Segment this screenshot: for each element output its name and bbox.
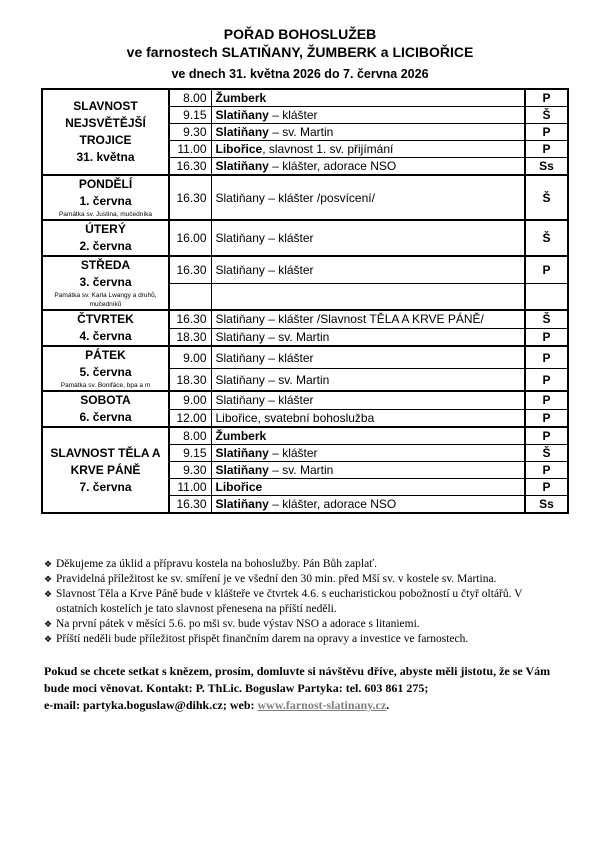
schedule-table (41, 88, 569, 514)
place-name: Slatiňany (215, 159, 269, 173)
day-note: Památka sv. Karla Lwangy a druhů, mučedníků (54, 292, 157, 308)
time-cell: 16.00 (169, 220, 211, 256)
time-cell: 9.15 (169, 107, 211, 124)
time-cell: 16.30 (169, 158, 211, 176)
page-subtitle: ve farnostech SLATIŇANY, ŽUMBERK a LICIBOŘICE (126, 44, 474, 60)
contact-block (44, 663, 574, 714)
service-cell (211, 124, 525, 141)
time-cell: 16.30 (169, 256, 211, 283)
email-link[interactable]: partyka.boguslaw@dihk.cz (82, 698, 223, 712)
day-date: 3. června (79, 275, 132, 289)
time-cell: 18.30 (169, 328, 211, 346)
day-name: PÁTEK (85, 348, 126, 362)
schedule-row (42, 256, 568, 283)
schedule-row (42, 89, 568, 107)
day-name: SOBOTA (80, 393, 131, 407)
day-name: PONDĚLÍ (78, 177, 133, 191)
schedule-row (42, 427, 568, 445)
day-cell (42, 175, 169, 220)
day-name: SLAVNOST TĚLA A KRVE PÁNĚ (50, 445, 161, 477)
language-code: P (525, 391, 568, 409)
place-name: Libořice (215, 480, 263, 494)
language-code: P (525, 328, 568, 346)
language-code: Š (525, 107, 568, 124)
language-code: P (525, 256, 568, 283)
service-desc: – klášter (268, 108, 318, 122)
day-name: ÚTERÝ (85, 222, 126, 236)
language-code: Š (525, 175, 568, 220)
notes-list (44, 557, 564, 647)
time-cell: 8.00 (169, 427, 211, 445)
day-date: 2. června (79, 239, 132, 253)
time-cell (169, 283, 211, 310)
service-desc: Slatiňany – klášter /posvícení/ (215, 190, 375, 205)
service-cell (211, 479, 525, 496)
day-date: 5. června (79, 365, 132, 379)
service-cell (211, 409, 525, 427)
service-cell (211, 141, 525, 158)
service-cell (211, 256, 525, 283)
email-label: e-mail: (44, 698, 80, 712)
language-code (525, 283, 568, 310)
language-code: P (525, 141, 568, 158)
service-desc: Slatiňany – klášter (215, 393, 314, 408)
service-desc: – sv. Martin (268, 125, 334, 139)
service-cell (211, 391, 525, 409)
day-date: 1. června (79, 194, 132, 208)
time-cell: 9.15 (169, 445, 211, 462)
note-item: ❖ Slavnost Těla a Krve Páně bude v klášteře ve čtvrtek 4.6. s eucharistickou pobožností u čtyř oltářů. V ostatních kostelích je tato slavnost přenesena na příští neděli. (44, 587, 564, 617)
note-item: ❖ Na první pátek v měsíci 5.6. po mši sv. bude výstav NSO a adorace s litaniemi. (44, 617, 564, 632)
time-cell: 16.30 (169, 310, 211, 328)
time-cell: 9.30 (169, 462, 211, 479)
language-code: P (525, 427, 568, 445)
language-code: Ss (525, 496, 568, 514)
day-cell (42, 391, 169, 427)
time-cell: 11.00 (169, 479, 211, 496)
service-cell (211, 89, 525, 107)
service-desc: Slatiňany – sv. Martin (215, 329, 330, 344)
day-name: ČTVRTEK (77, 312, 134, 326)
day-name: SLAVNOST NEJSVĚTĚJŠÍ TROJICE (65, 99, 146, 147)
service-desc: – klášter, adorace NSO (268, 159, 397, 173)
day-name: STŘEDA (80, 258, 131, 272)
place-name: Slatiňany (215, 108, 269, 122)
service-cell (211, 462, 525, 479)
day-cell (42, 89, 169, 175)
place-name: Slatiňany (215, 463, 269, 477)
schedule-row (42, 175, 568, 220)
day-cell (42, 220, 169, 256)
language-code: Š (525, 310, 568, 328)
service-desc: – sv. Martin (268, 463, 334, 477)
language-code: P (525, 124, 568, 141)
service-cell (211, 283, 525, 310)
page-title: POŘAD BOHOSLUŽEB (223, 26, 377, 42)
service-cell (211, 427, 525, 445)
language-code: Š (525, 220, 568, 256)
web-label: ; web: (222, 698, 255, 712)
service-cell (211, 175, 525, 220)
service-desc: Slatiňany – sv. Martin (215, 372, 330, 387)
time-cell: 18.30 (169, 369, 211, 392)
service-cell (211, 369, 525, 392)
day-cell (42, 310, 169, 346)
language-code: P (525, 479, 568, 496)
service-cell (211, 496, 525, 514)
time-cell: 16.30 (169, 175, 211, 220)
service-cell (211, 310, 525, 328)
service-desc: Slatiňany – klášter (215, 262, 314, 277)
service-cell (211, 107, 525, 124)
service-desc: Libořice, svatební bohoslužba (215, 410, 375, 425)
service-desc: – klášter (268, 446, 318, 460)
language-code: P (525, 462, 568, 479)
service-cell (211, 445, 525, 462)
language-code: P (525, 346, 568, 369)
place-name: Žumberk (215, 429, 267, 443)
time-cell: 9.00 (169, 346, 211, 369)
service-cell (211, 158, 525, 176)
time-cell: 16.30 (169, 496, 211, 514)
contact-text: Pokud se chcete setkat s knězem, prosím, domluvte si návštěvu dříve, abyste měli jistotu, že se Vám bude moci věnovat. Kontakt: P. ThLic. Boguslaw Partyka: tel. 603 861 275; (44, 664, 551, 695)
note-item: ❖ Příští neděli bude příležitost přispět finančním darem na opravy a investice ve farnostech. (44, 632, 564, 647)
service-cell (211, 328, 525, 346)
place-name: Žumberk (215, 91, 267, 105)
time-cell: 9.30 (169, 124, 211, 141)
schedule-row (42, 391, 568, 409)
date-range: ve dnech 31. května 2026 do 7. června 2026 (171, 67, 429, 81)
service-desc: – klášter, adorace NSO (268, 497, 397, 511)
web-link[interactable]: www.farnost-slatinany.cz (257, 698, 387, 712)
day-cell (42, 346, 169, 391)
language-code: Š (525, 445, 568, 462)
service-desc: Slatiňany – klášter (215, 231, 314, 245)
time-cell: 8.00 (169, 89, 211, 107)
time-cell: 11.00 (169, 141, 211, 158)
place-name: Slatiňany (215, 446, 269, 460)
day-cell (42, 427, 169, 513)
day-date: 6. června (79, 410, 132, 424)
day-date: 31. května (76, 150, 135, 164)
day-date: 7. června (79, 479, 132, 494)
language-code: P (525, 409, 568, 427)
day-note: Památka sv. Justina, mučedníka (58, 211, 153, 218)
time-cell: 9.00 (169, 391, 211, 409)
schedule-row (42, 310, 568, 328)
service-cell (211, 346, 525, 369)
service-desc: Slatiňany – klášter (215, 350, 314, 365)
web-suffix: . (386, 698, 390, 712)
place-name: Libořice (215, 142, 263, 156)
schedule-row (42, 220, 568, 256)
time-cell: 12.00 (169, 409, 211, 427)
language-code: P (525, 369, 568, 392)
day-cell (42, 256, 169, 310)
place-name: Slatiňany (215, 125, 269, 139)
service-desc: Slatiňany – klášter /Slavnost TĚLA A KRVE PÁNĚ/ (215, 312, 484, 327)
place-name: Slatiňany (215, 497, 269, 511)
note-item: ❖ Pravidelná příležitost ke sv. smíření je ve všední den 30 min. před Mší sv. v kostele sv. Martina. (44, 572, 564, 587)
service-desc: , slavnost 1. sv. přijímání (262, 142, 394, 156)
language-code: P (525, 89, 568, 107)
service-cell (211, 220, 525, 256)
schedule-row (42, 346, 568, 369)
note-item: ❖ Děkujeme za úklid a přípravu kostela na bohoslužby. Pán Bůh zaplať. (44, 557, 564, 572)
day-date: 4. června (79, 329, 132, 343)
day-note: Památka sv. Bonifáce, bpa a m (60, 382, 151, 389)
language-code: Ss (525, 158, 568, 176)
